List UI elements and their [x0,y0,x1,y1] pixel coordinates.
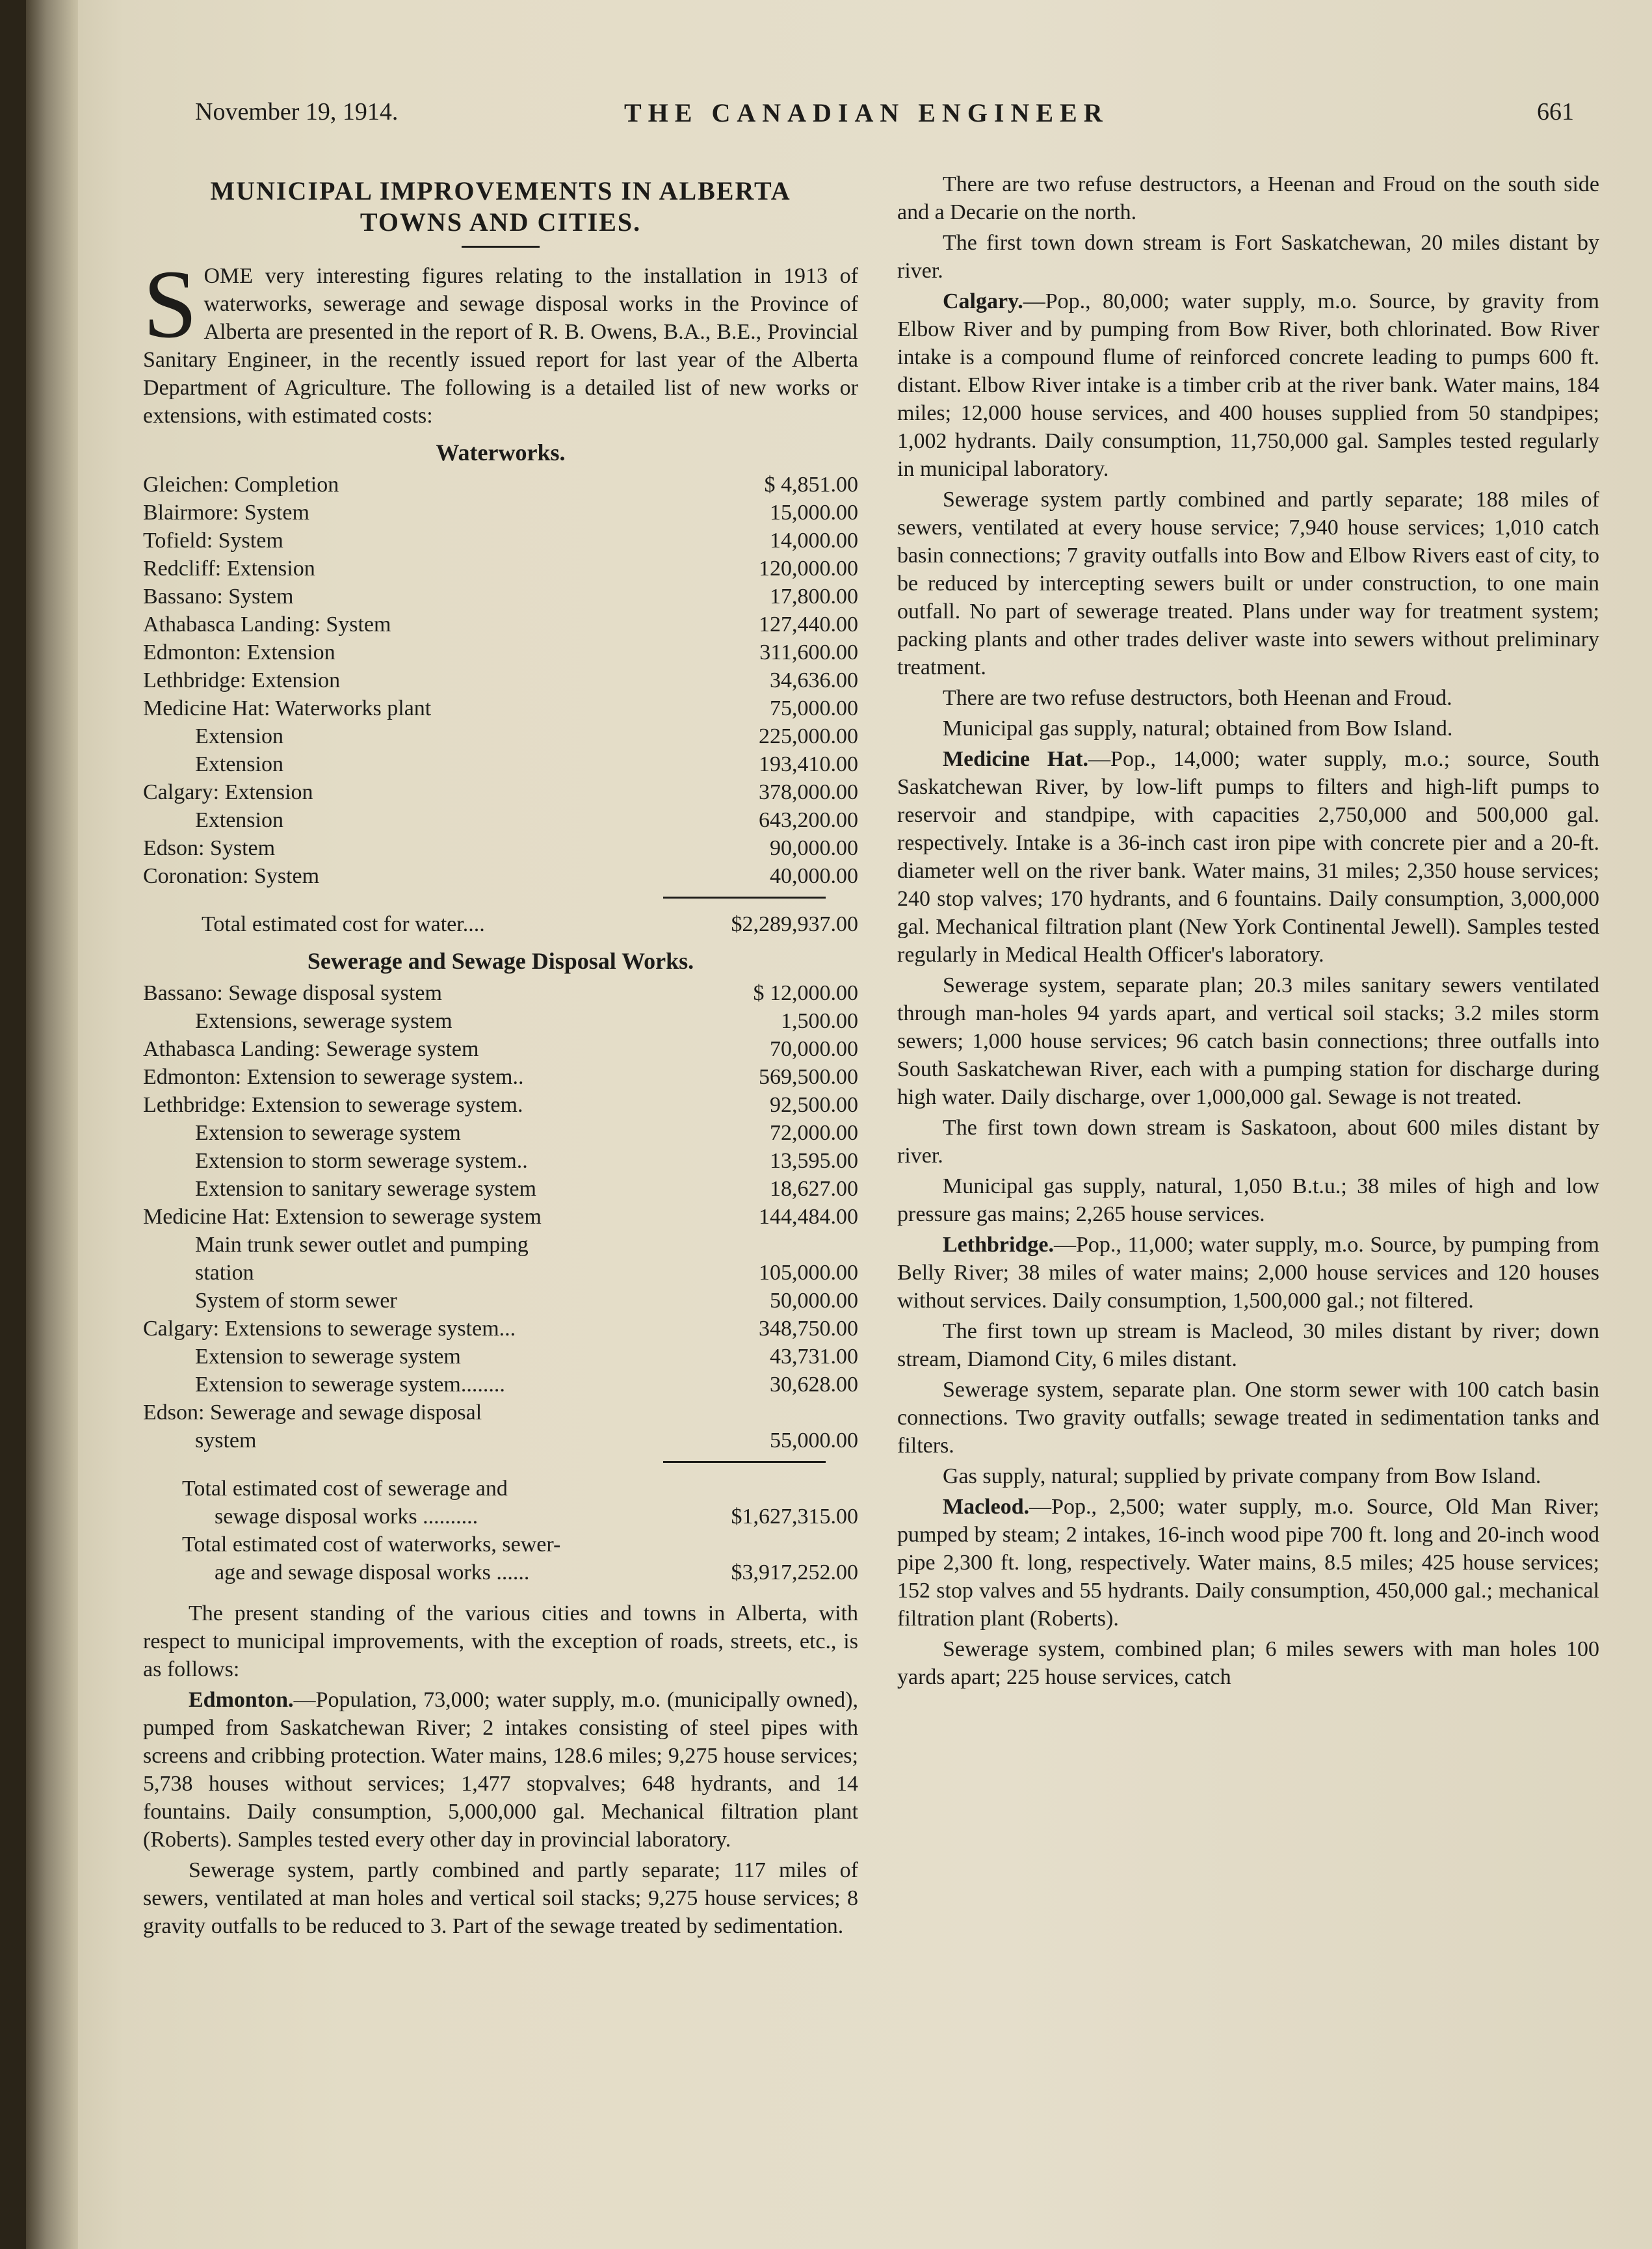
paragraph-text: Sewerage system partly combined and partly separate; 188 miles of sewers, ventilated at every house service; 7,940 house services; 1,010 catch basin connections; 7 gravity outfalls into Bow and Elbow Rivers east of city, to be reduced by intercepting sewers built or under construction, to one main outfall. No part of sewerage treated. Plans under way for treatment system; packing plants and other trades deliver waste into sewers without preliminary treatment. [897,488,1599,679]
drop-cap: S [143,250,198,358]
body-paragraph [897,287,1599,483]
sewerage-item-amount: 144,484.00 [759,1205,858,1229]
waterworks-item-amount: 311,600.00 [759,640,858,664]
waterworks-item-amount: $ 4,851.00 [764,473,858,497]
waterworks-item-label: Lethbridge: Extension [143,668,341,692]
sewerage-item-amount: 43,731.00 [770,1345,858,1369]
waterworks-row [143,694,858,722]
scanned-page [26,0,1652,2249]
body-paragraph [897,1493,1599,1633]
waterworks-item-amount: 193,410.00 [759,752,858,776]
waterworks-table [143,471,858,890]
city-name: Macleod. [943,1495,1030,1519]
sewerage-row [143,1231,858,1259]
paragraph-text: The first town down stream is Saskatoon, about 600 miles distant by river. [897,1116,1599,1168]
sewerage-item-label: Extension to sewerage system........ [195,1373,505,1397]
sewerage-total-label: sewage disposal works .......... [215,1505,479,1529]
paragraph-text: Municipal gas supply, natural, 1,050 B.t.u.; 38 miles of high and low pressure gas mains; 2,265 house services. [897,1174,1599,1226]
waterworks-item-label: Blairmore: System [143,501,309,525]
sewerage-item-label: system [195,1428,257,1453]
waterworks-item-amount: 378,000.00 [759,780,858,804]
city-name: Calgary. [943,289,1023,313]
sewerage-item-label: Extension to sewerage system [195,1345,461,1369]
sewerage-row [143,1007,858,1035]
waterworks-row [143,834,858,862]
waterworks-row [143,722,858,750]
waterworks-item-label: Medicine Hat: Waterworks plant [143,696,432,720]
waterworks-row [143,638,858,666]
sewerage-item-amount: 55,000.00 [770,1428,858,1453]
waterworks-item-label: Tofield: System [143,529,283,553]
waterworks-row [143,499,858,527]
paragraph-text: —Pop., 11,000; water supply, m.o. Source, by pumping from Belly River; 38 miles of water mains; 2,000 house services and 120 houses without services. Daily consumption, 1,500,000 gal.; not filtered. [897,1233,1599,1313]
waterworks-item-amount: 127,440.00 [759,612,858,637]
body-paragraph [897,745,1599,969]
page-number: 661 [1537,98,1574,125]
city-name: Lethbridge. [943,1233,1054,1257]
sewerage-item-label: Extension to sanitary sewerage system [195,1177,536,1201]
waterworks-row [143,611,858,638]
waterworks-item-amount: 643,200.00 [759,808,858,832]
sewerage-table [143,979,858,1454]
waterworks-item-label: Redcliff: Extension [143,557,315,581]
paragraph-text: Municipal gas supply, natural; obtained from Bow Island. [943,717,1453,741]
body-paragraph [897,1317,1599,1373]
waterworks-item-amount: 40,000.00 [770,864,858,888]
paragraph-text: Gas supply, natural; supplied by private company from Bow Island. [943,1464,1541,1488]
page-gutter-shadow [26,0,78,2249]
right-column [897,170,1599,1694]
article-title-line-2: TOWNS AND CITIES. [360,207,642,237]
paragraph-text: —Pop., 14,000; water supply, m.o.; source, South Saskatchewan River, by low-lift pumps to filters and high-lift pumps to reservoir and standpipe, with capacities 2,750,000 and 500,000 gal. respectively. Intake is a 36-inch cast iron pipe with concrete pier and a 20-ft. diameter well on the river bank. Water mains, 31 miles; 2,350 house services; 240 stop valves; 170 hydrants, and 6 fountains. Daily consumption, 3,000,000 gal. Mechanical filtration plant (New York Continental Jewell). Samples tested regularly in Medical Health Officer's laboratory. [897,747,1600,967]
waterworks-row [143,750,858,778]
waterworks-item-label: Bassano: System [143,585,294,609]
waterworks-item-amount: 120,000.00 [759,557,858,581]
waterworks-total-amount: $2,289,937.00 [731,912,858,936]
sewerage-total-line-2 [143,1503,858,1531]
sewerage-row [143,1259,858,1287]
body-paragraph [897,1462,1599,1490]
sewerage-total-rule [663,1461,826,1463]
paragraph-text: The first town up stream is Macleod, 30 miles distant by river; down stream, Diamond City, 6 miles distant. [897,1319,1599,1371]
paragraph-text: Sewerage system, partly combined and partly separate; 117 miles of sewers, ventilated at man holes and vertical soil stacks; 9,275 house services; 8 gravity outfalls to be reduced to 3. Part of the sewage treated by sedimentation. [143,1858,858,1938]
sewerage-item-amount: 569,500.00 [759,1065,858,1089]
body-paragraph [897,1172,1599,1228]
sewerage-row [143,1315,858,1343]
waterworks-heading: Waterworks. [436,440,566,466]
waterworks-total-row [202,910,858,938]
sewerage-total-amount: $1,627,315.00 [731,1505,858,1529]
sewerage-row [143,1063,858,1091]
waterworks-row [143,666,858,694]
sewerage-row [143,1287,858,1315]
sewerage-row [143,1091,858,1119]
sewerage-item-label: Lethbridge: Extension to sewerage system. [143,1093,523,1117]
sewerage-item-amount: 105,000.00 [759,1261,858,1285]
issue-date: November 19, 1914. [195,98,399,125]
sewerage-item-label: Medicine Hat: Extension to sewerage system [143,1205,542,1229]
body-paragraph [143,1599,858,1683]
sewerage-item-amount: 348,750.00 [759,1317,858,1341]
body-paragraph [897,715,1599,743]
sewerage-item-label: Edson: Sewerage and sewage disposal [143,1401,482,1425]
paragraph-text: —Pop., 80,000; water supply, m.o. Source, by gravity from Elbow River and by pumping from Bow River, both chlorinated. Bow River intake is a compound flume of reinforced concrete leading to pumps 600 ft. distant. Elbow River intake is a timber crib at the river bank. Water mains, 184 miles; 12,000 house services, and 400 houses supplied from 50 standpipes; 1,002 hydrants. Daily consumption, 11,750,000 gal. Samples tested regularly in municipal laboratory. [897,289,1599,481]
city-name: Edmonton. [189,1688,294,1712]
sewerage-item-label: station [195,1261,254,1285]
paragraph-text: Sewerage system, separate plan. One storm sewer with 100 catch basin connections. Two gravity outfalls; sewage treated in sedimentation tanks and filters. [897,1378,1599,1458]
sewerage-row [143,1427,858,1454]
waterworks-total-rule [663,897,826,899]
sewerage-item-label: Calgary: Extensions to sewerage system... [143,1317,516,1341]
paragraph-text: The present standing of the various cities and towns in Alberta, with respect to municipal improvements, with the exception of roads, streets, etc., is as follows: [143,1601,858,1681]
waterworks-item-amount: 14,000.00 [770,529,858,553]
body-paragraph [897,1231,1599,1315]
left-column [143,170,858,1943]
right-body-text [897,170,1599,1691]
left-body-text [143,1599,858,1940]
journal-title: THE CANADIAN ENGINEER [624,98,1109,127]
waterworks-row [143,806,858,834]
sewerage-row [143,1343,858,1371]
sewerage-item-label: Athabasca Landing: Sewerage system [143,1037,479,1061]
sewerage-heading: Sewerage and Sewage Disposal Works. [307,948,694,974]
body-paragraph [897,684,1599,712]
waterworks-row [143,778,858,806]
article-title-line-1: MUNICIPAL IMPROVEMENTS IN ALBERTA [210,176,791,205]
grand-total-line-2 [143,1559,858,1586]
paragraph-text: The first town down stream is Fort Saskatchewan, 20 miles distant by river. [897,231,1599,283]
body-paragraph [897,1635,1599,1691]
waterworks-row [143,527,858,555]
body-paragraph [897,486,1599,681]
sewerage-item-label: Extension to sewerage system [195,1121,461,1145]
waterworks-item-label: Edmonton: Extension [143,640,335,664]
waterworks-item-label: Coronation: System [143,864,320,888]
sewerage-item-amount: 1,500.00 [781,1009,858,1033]
waterworks-row [143,555,858,583]
sewerage-item-label: Extensions, sewerage system [195,1009,452,1033]
sewerage-row [143,979,858,1007]
waterworks-row [143,862,858,890]
sewerage-total-block [143,1475,858,1586]
sewerage-item-label: Bassano: Sewage disposal system [143,981,442,1005]
sewerage-row [143,1175,858,1203]
waterworks-item-label: Gleichen: Completion [143,473,339,497]
paragraph-text: Sewerage system, separate plan; 20.3 miles sanitary sewers ventilated through man-holes 94 yards apart, and vertical soil stacks; 3.2 miles storm sewers; 1,000 house services; 96 catch basin connections; three outfalls into South Saskatchewan River, each with a pumping station for discharge during high water. Daily discharge, over 1,000,000 gal. Sewage is not treated. [897,973,1599,1109]
sewerage-item-amount: 92,500.00 [770,1093,858,1117]
waterworks-row [143,583,858,611]
body-paragraph [897,971,1599,1111]
body-paragraph [143,1686,858,1854]
waterworks-item-amount: 15,000.00 [770,501,858,525]
paragraph-text: Sewerage system, combined plan; 6 miles sewers with man holes 100 yards apart; 225 house services, catch [897,1637,1599,1689]
sewerage-item-label: Main trunk sewer outlet and pumping [195,1233,529,1257]
sewerage-item-amount: 13,595.00 [770,1149,858,1173]
paragraph-text: There are two refuse destructors, both Heenan and Froud. [943,686,1452,710]
body-paragraph [897,170,1599,226]
intro-paragraph [143,250,858,430]
waterworks-item-amount: 34,636.00 [770,668,858,692]
paragraph-text: There are two refuse destructors, a Heenan and Froud on the south side and a Decarie on the north. [897,172,1599,224]
sewerage-total-line-1: Total estimated cost of sewerage and [182,1477,508,1501]
waterworks-item-amount: 90,000.00 [770,836,858,860]
grand-total-line-1: Total estimated cost of waterworks, sewer- [182,1532,561,1557]
sewerage-row [143,1203,858,1231]
grand-total-amount: $3,917,252.00 [731,1560,858,1585]
waterworks-row [143,471,858,499]
sewerage-row [143,1371,858,1399]
sewerage-item-amount: $ 12,000.00 [753,981,858,1005]
sewerage-row [143,1035,858,1063]
body-paragraph [897,1114,1599,1170]
title-rule [462,246,540,248]
sewerage-row [143,1399,858,1427]
city-name: Medicine Hat. [943,747,1089,771]
intro-text: OME very interesting figures relating to the installation in 1913 of waterworks, sewerage and sewage disposal works in the Province of Alberta are presented in the report of R. B. Owens, B.A., B.E., Provincial Sanitary Engineer, in the recently issued report for last year of the Alberta Department of Agriculture. The following is a detailed list of new works or extensions, with estimated costs: [143,264,858,428]
sewerage-item-amount: 18,627.00 [770,1177,858,1201]
sewerage-item-amount: 50,000.00 [770,1289,858,1313]
sewerage-item-label: Edmonton: Extension to sewerage system.. [143,1065,524,1089]
sewerage-item-amount: 30,628.00 [770,1373,858,1397]
sewerage-item-label: System of storm sewer [195,1289,397,1313]
paragraph-text: —Pop., 2,500; water supply, m.o. Source, Old Man River; pumped by steam; 2 intakes, 16-inch wood pipe 700 ft. long and 20-inch wood pipe 2,300 ft. long, respectively. Water mains, 8.5 miles; 425 house services; 152 stop valves and 55 hydrants. Daily consumption, 450,000 gal.; mechanical filtration plant (Roberts). [897,1495,1599,1631]
body-paragraph [143,1856,858,1940]
waterworks-item-amount: 225,000.00 [759,724,858,748]
waterworks-item-label: Extension [195,724,283,748]
body-paragraph [897,1376,1599,1460]
grand-total-label: age and sewage disposal works ...... [215,1560,530,1585]
waterworks-item-amount: 17,800.00 [770,585,858,609]
sewerage-row [143,1147,858,1175]
waterworks-item-label: Calgary: Extension [143,780,313,804]
waterworks-item-label: Extension [195,808,283,832]
article-title [143,176,858,238]
body-paragraph [897,229,1599,285]
paragraph-text: —Population, 73,000; water supply, m.o. (municipally owned), pumped from Saskatchewan River; 2 intakes consisting of steel pipes with screens and cribbing protection. Water mains, 128.6 miles; 9,275 house services; 5,738 houses without services; 1,477 stopvalves; 648 hydrants, and 14 fountains. Daily consumption, 5,000,000 gal. Mechanical filtration plant (Roberts). Samples tested every other day in provincial laboratory. [143,1688,858,1852]
waterworks-item-label: Athabasca Landing: System [143,612,391,637]
waterworks-total-label: Total estimated cost for water.... [202,912,485,936]
waterworks-item-label: Extension [195,752,283,776]
sewerage-item-label: Extension to storm sewerage system.. [195,1149,528,1173]
waterworks-item-amount: 75,000.00 [770,696,858,720]
sewerage-row [143,1119,858,1147]
sewerage-item-amount: 72,000.00 [770,1121,858,1145]
waterworks-item-label: Edson: System [143,836,276,860]
sewerage-item-amount: 70,000.00 [770,1037,858,1061]
